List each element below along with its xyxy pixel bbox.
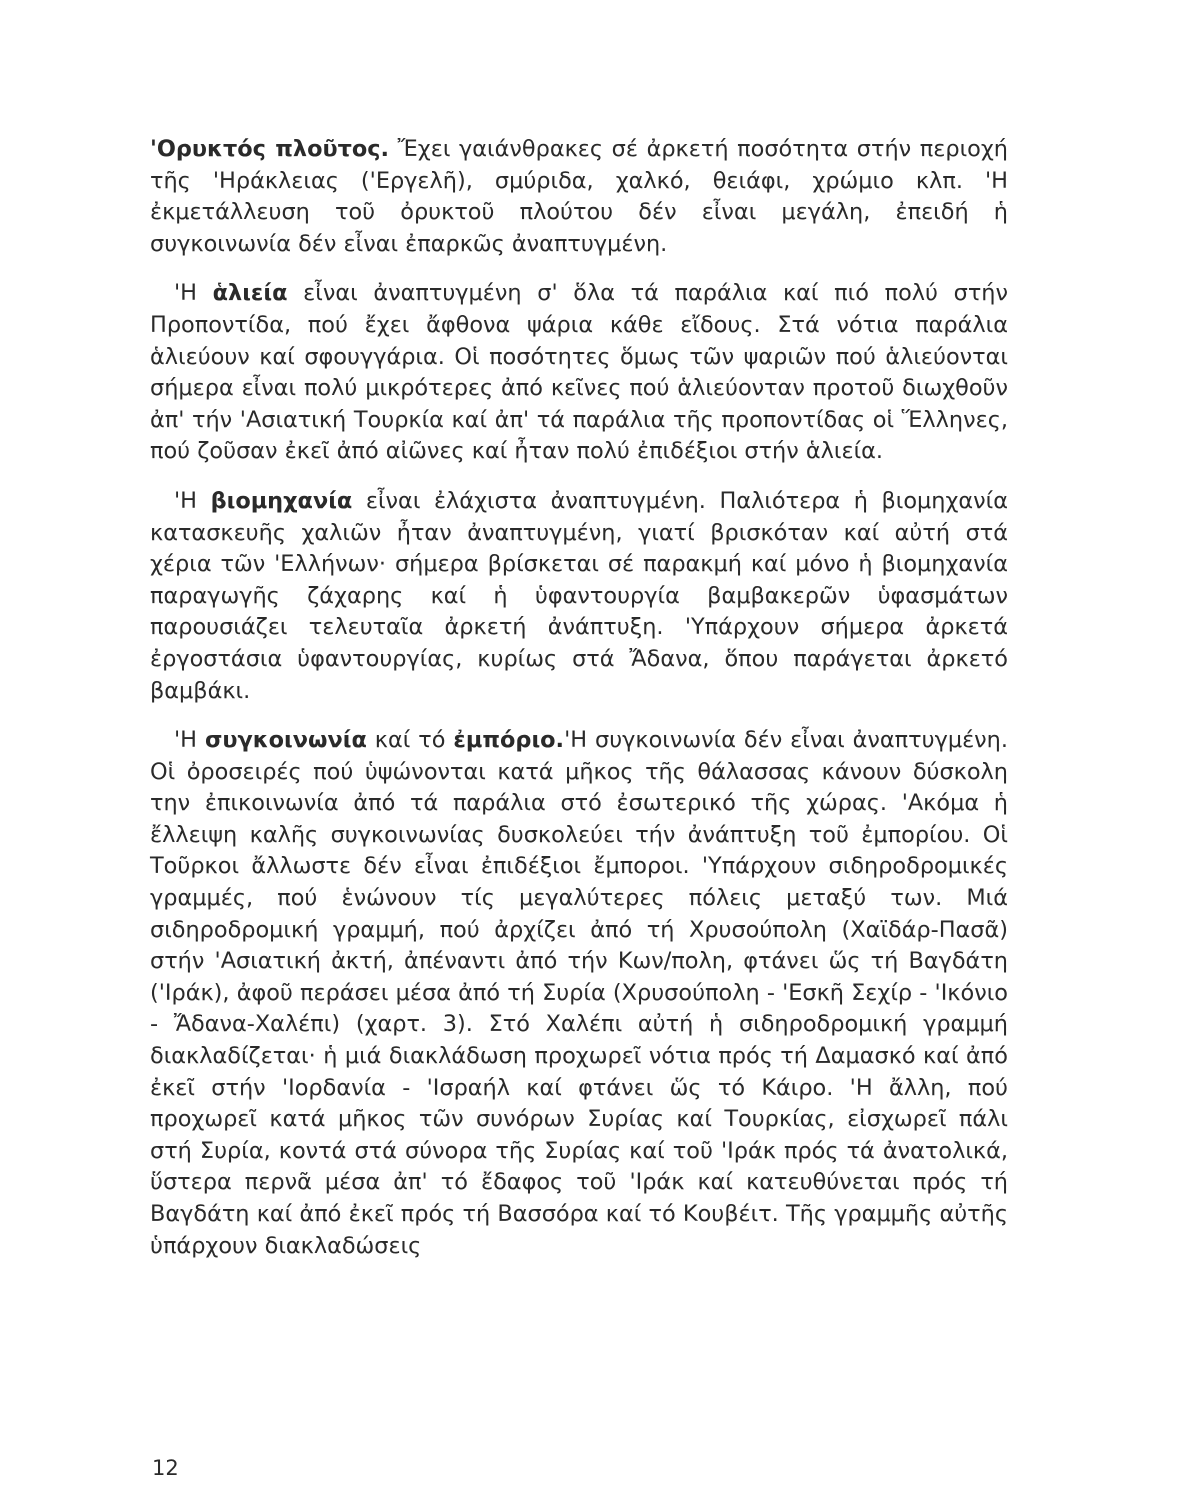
prefix-industry: 'Η [174,487,211,514]
paragraph-transport-trade [150,725,1008,1262]
paragraph-industry [150,486,1008,707]
heading-transport: συγκοινωνία [204,727,367,754]
paragraph-fishing [150,278,1008,468]
heading-fishing: ἁλιεία [212,280,288,307]
text-industry: εἶναι ἐλάχιστα ἀναπτυγμένη. Παλιότερα ἡ βιομηχανία κατασκευῆς χαλιῶν ἦταν ἀναπτυγμένη, γιατί βρισκόταν καί αὐτή στά χέρια τῶν 'Ελλήνων· σήμερα βρίσκεται σέ παρακμή καί μόνο ἡ βιομηχανία παραγωγῆς ζάχαρης καί ἡ ὑφαντουργία βαμβακερῶν ὑφασμάτων παρουσιάζει τελευταῖα ἀρκετή ἀνάπτυξη. 'Υπάρχουν σήμερα ἀρκετά ἐργοστάσια ὑφαντουργίας, κυρίως στά Ἄδανα, ὅπου παράγεται ἀρκετό βαμβάκι. [150,487,1009,704]
text-fishing: εἶναι ἀναπτυγμένη σ' ὅλα τά παράλια καί πιό πολύ στήν Προποντίδα, πού ἔχει ἄφθονα ψάρια κάθε εἴδους. Στά νότια παράλια ἁλιεύουν καί σφουγγάρια. Οἱ ποσότητες ὅμως τῶν ψαριῶν πού ἁλιεύονται σήμερα εἶναι πολύ μικρότερες ἀπό κεῖνες πού ἁλιεύονταν προτοῦ διωχθοῦν ἀπ' τήν 'Ασιατική Τουρκία καί ἀπ' τά παράλια τῆς προποντίδας οἱ Ἕλληνες, πού ζοῦσαν ἐκεῖ ἀπό αἰῶνες καί ἦταν πολύ ἐπιδέξιοι στήν ἁλιεία. [150,280,1008,465]
heading-trade: ἐμπόριο. [453,727,565,754]
heading-mineral-wealth: 'Ορυκτός πλοῦτος. [150,136,390,162]
page-content [150,134,1008,1280]
heading-industry: βιομηχανία [210,487,353,514]
paragraph-mineral-wealth [150,134,1008,260]
prefix-fishing: 'Η [174,280,213,307]
text-transport-trade: 'Η συγκοινωνία δέν εἶναι ἀναπτυγμένη. Οἱ ὀροσειρές πού ὑψώνονται κατά μῆκος τῆς θάλασσας κάνουν δύσκολη την ἐπικοινωνία ἀπό τά παράλια στό ἐσωτερικό τῆς χώρας. 'Ακόμα ἡ ἔλλειψη καλῆς συγκοινωνίας δυσκολεύει τήν ἀνάπτυξη τοῦ ἐμπορίου. Οἱ Τοῦρκοι ἄλλωστε δέν εἶναι ἐπιδέξιοι ἔμποροι. 'Υπάρχουν σιδηροδρομικές γραμμές, πού ἑνώνουν τίς μεγαλύτερες πόλεις μεταξύ των. Μιά σιδηροδρομική γραμμή, πού ἀρχίζει ἀπό τή Χρυσούπολη (Χαϊδάρ-Πασᾶ) στήν 'Ασιατική ἀκτή, ἀπέναντι ἀπό τήν Κων/πολη, φτάνει ὥς τή Βαγδάτη ('Ιράκ), ἀφοῦ περάσει μέσα ἀπό τή Συρία (Χρυσούπολη - 'Εσκῆ Σεχίρ - 'Ικόνιο - Ἄδανα-Χαλέπι) (χαρτ. 3). Στό Χαλέπι αὐτή ἡ σιδηροδρομική γραμμή διακλαδίζεται· ἡ μιά διακλάδωση προχωρεῖ νότια πρός τή Δαμασκό καί ἀπό ἐκεῖ στήν 'Ιορδανία - 'Ισραήλ καί φτάνει ὥς τό Κάιρο. 'Η ἄλλη, πού προχωρεῖ κατά μῆκος τῶν συνόρων Συρίας καί Τουρκίας, εἰσχωρεῖ πάλι στή Συρία, κοντά στά σύνορα τῆς Συρίας καί τοῦ 'Ιράκ πρός τά ἀνατολικά, ὕστερα περνᾶ μέσα ἀπ' τό ἔδαφος τοῦ 'Ιράκ καί κατευθύνεται πρός τή Βαγδάτη καί ἀπό ἐκεῖ πρός τή Βασσόρα καί τό Κουβέιτ. Τῆς γραμμῆς αὐτῆς ὑπάρχουν διακλαδώσεις [150,727,1008,1259]
prefix-transport: 'Η [174,727,205,754]
page-number: 12 [152,1456,179,1480]
connector-transport: καί τό [366,727,454,754]
text-mineral-wealth: Ἔχει γαιάνθρακες σέ ἀρκετή ποσότητα στήν περιοχή τῆς 'Ηράκλειας ('Εργελῆ), σμύριδα, χαλκό, θειάφι, χρώμιο κλπ. 'Η ἐκμετάλλευση τοῦ ὀρυκτοῦ πλούτου δέν εἶναι μεγάλη, ἐπειδή ἡ συγκοινωνία δέν εἶναι ἐπαρκῶς ἀναπτυγμένη. [150,136,1008,257]
